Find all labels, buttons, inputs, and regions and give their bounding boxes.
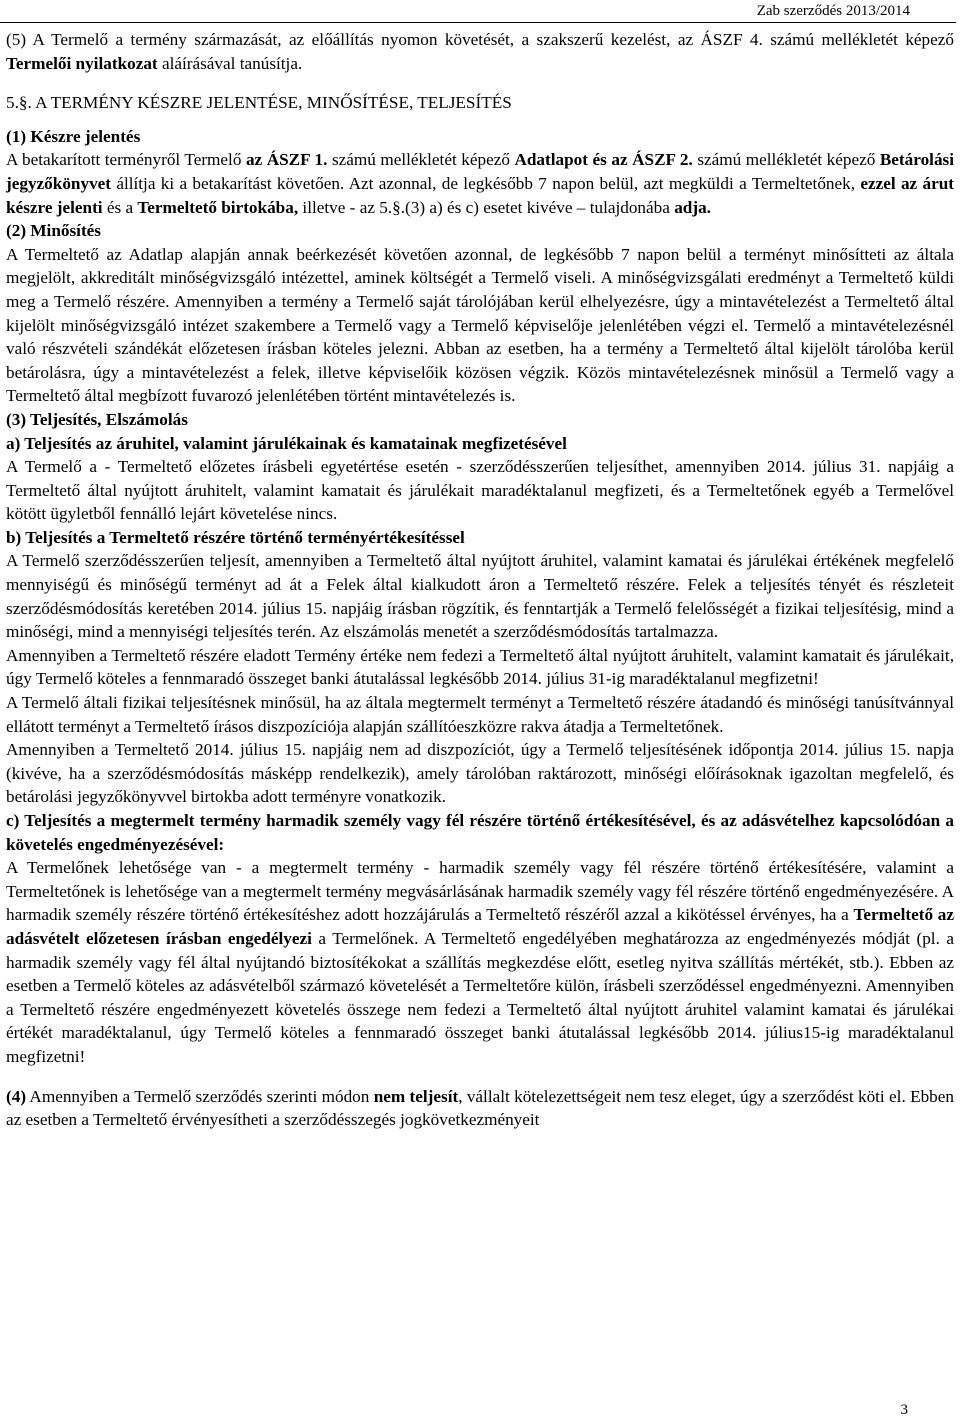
heading-qualification	[6, 219, 954, 243]
bold-text: Termelői nyilatkozat	[6, 53, 158, 73]
spacer	[6, 1069, 954, 1085]
bold-text: ezzel az árut készre jelenti	[6, 173, 954, 217]
paragraph-option-a: A Termelő a - Termeltető előzetes írásbeli egyetértése esetén - szerződésszerűen teljesíthet, amennyiben 2014. július 31. napjáig a Termeltető által nyújtott áruhitelt, valamint kamatait és járulékait maradéktalanul megfizeti, és a Termeltetőnek egyéb a Termelővel kötött ügyletből fennálló lejárt követelése nincs.	[6, 457, 954, 524]
text: a Termelőnek. A Termeltető engedélyében meghatározza az engedményezés módját (pl. a harmadik személy vagy fél által nyújtandó biztosítékokat a szállítás megkezdése előtt, esetleg nyitva szállítás mértékét, stb.). Ebben az esetben a Termelő köteles az adásvételből származó követelését a Termeltetőre külön, írásbeli szerződéssel engedményezni. Amennyiben a Termeltető részére engedményezett követelés összege nem fedezi a Termeltető által nyújtott áruhitel valamint kamatai és járulékai értékét maradéktalanul, úgy Termelő köteles a fennmaradó összeget banki átutalással legkésőbb 2014. július15-ig maradéktalanul megfizetni!	[6, 928, 955, 1066]
paragraph-5-declaration	[6, 28, 954, 75]
heading-text: (2) Minősítés	[6, 221, 101, 241]
page-number: 3	[900, 1402, 908, 1418]
text: illetve - az 5.§.(3) a) és c) esetet kivéve – tulajdonába	[298, 197, 675, 217]
paragraph-option-b-4: Amennyiben a Termeltető 2014. július 15. napjáig nem ad diszpozíciót, úgy a Termelő teljesítésének időpontja 2014. július 15. napja (kivéve, ha a szerződésmódosítás másképp rendelkezik), amely tárolóban raktározott, minőségi előírásoknak igazoltan megfelelő, és betárolási jegyzőkönyvvel birtokba adott terményre vonatkozik.	[6, 740, 954, 807]
bold-text: Betárolási jegyzőkönyvet	[6, 150, 954, 193]
paragraph-4-non-performance	[6, 1085, 954, 1132]
heading-option-a	[6, 432, 954, 456]
heading-text: a) Teljesítés az áruhitel, valamint járulékainak és kamatainak megfizetésével	[6, 433, 567, 453]
paragraph-ready-report	[6, 148, 954, 219]
paragraph-option-b-2: Amennyiben a Termeltető részére eladott Termény értéke nem fedezi a Termeltető által nyújtott áruhitelt, valamint kamatait és járulékait, úgy Termelő köteles a fennmaradó összeget banki átutalással legkésőbb 2014. július 31-ig maradéktalanul megfizetni!	[6, 645, 954, 689]
paragraph-option-b-3: A Termelő általi fizikai teljesítésnek minősül, ha az általa megtermelt terményt a Termeltető részére átadandó és minőségi tanúsítvánnyal ellátott terményt a Termeltető írásos diszpozíciója alapján szállítóeszközre rakva átadja a Termeltetőnek.	[6, 693, 954, 736]
heading-option-b	[6, 526, 954, 550]
bold-text: (4)	[6, 1086, 27, 1106]
text: és a	[102, 197, 138, 217]
text: Amennyiben a Termelő szerződés szerinti módon	[26, 1086, 374, 1106]
heading-ready-report	[6, 125, 954, 149]
heading-settlement	[6, 408, 954, 432]
paragraph-option-b-1: A Termelő szerződésszerűen teljesít, amennyiben a Termeltető által nyújtott áruhitel, valamint kamatai és járulékai értékének megfelelő mennyiségű és minőségű terményt ad át a Felek által kialkudott áron a Termeltető részére. Felek a teljesítés tényét és részleteit szerződésmódosítás keretében 2014. július 15. napjáig írásban rögzítik, és fenntartják a Termelő felelősségét a fizikai teljesítésig, mind a minőségi, mind a mennyiségi teljesítés terén. Az elszámolás menetét a szerződésmódosítás tartalmazza.	[6, 551, 954, 642]
spacer	[6, 115, 954, 125]
heading-text: c) Teljesítés a megtermelt termény harmadik személy vagy fél részére történő értékesítésével, és az adásvételhez kapcsolódóan a követelés engedményezésével:	[6, 811, 954, 854]
text: aláírásával tanúsítja.	[157, 53, 303, 73]
heading-text: (3) Teljesítés, Elszámolás	[6, 409, 188, 429]
text: A Termelőnek lehetősége van - a megtermelt termény - harmadik személy vagy fél részére történő értékesítésére, valamint a Termeltetőnek is lehetősége van a megtermelt termény megvásárlásának harmadik személy vagy fél részére történő engedményezésére. A harmadik személy részére történő értékesítéshez adott hozzájárulás a Termeltető részéről azzal a kikötéssel érvényes, ha a	[6, 858, 954, 925]
heading-text: b) Teljesítés a Termeltető részére történő terményértékesítéssel	[6, 527, 465, 547]
text: számú mellékletét képező	[327, 150, 515, 170]
heading-text: (1) Készre jelentés	[6, 126, 141, 146]
text: számú mellékletét képező	[692, 150, 880, 170]
paragraph-option-c	[6, 856, 954, 1068]
paragraph-qualification: A Termeltető az Adatlap alapján annak beérkezését követően azonnal, de legkésőbb 7 napon belül a terményt minősítteti az általa megjelölt, akkreditált minőségvizsgáló intézettel, aminek költségét a Termelő viseli. A minőségvizsgálati eredményt a Termeltető küldi meg a Termelő részére. Amennyiben a termény a Termelő saját tárolójában kerül elhelyezésre, úgy a mintavételezést a Termeltető által kijelölt minőségvizsgáló intézet szakembere a Termelő vagy a Termelő képviselője jelenlétében végzi el. Termelő a mintavételezésnél való részvételi szándékát előzetesen írásban köteles jelezni. Abban az esetben, ha a termény a Termeltető által kijelölt tárolóba kerül betárolásra, úgy a mintavételezést a felek, illetve képviselőik közösen végzik. Közös mintavételezésnek minősül a Termelő vagy a Termeltető által megbízott fuvarozó jelenlétében történt mintavételezés is.	[6, 244, 954, 406]
heading-option-c	[6, 809, 954, 856]
section-title: 5.§. A TERMÉNY KÉSZRE JELENTÉSE, MINŐSÍTÉSE, TELJESÍTÉS	[6, 93, 512, 113]
header-rule	[0, 22, 956, 23]
bold-text: Adatlapot és az ÁSZF 2.	[514, 150, 693, 170]
text: állítja ki a betakarítást követően. Azt azonnal, de legkésőbb 7 napon belül, azt megküldi a Termeltetőnek,	[111, 173, 861, 193]
bold-text: nem teljesít	[373, 1086, 459, 1106]
bold-text: Termeltető az adásvételt előzetesen írásban engedélyezi	[6, 905, 954, 948]
text: , vállalt kötelezettségeit nem tesz eleget, úgy a szerződést köti el. Ebben az esetben a Termeltető érvényesítheti a szerződésszegés jogkövetkezményeit	[6, 1086, 954, 1130]
bold-text: adja.	[674, 197, 711, 217]
page-header: Zab szerződés 2013/2014	[756, 3, 910, 19]
text: A betakarított terményről Termelő	[6, 150, 246, 170]
bold-text: az ÁSZF 1.	[245, 150, 328, 170]
text: (5) A Termelő a termény származását, az előállítás nyomon követését, a szakszerű kezelést, az ÁSZF 4. számú mellékletét képező	[6, 30, 954, 49]
bold-text: Termeltető birtokába,	[137, 197, 299, 217]
spacer	[6, 75, 954, 91]
document-body	[6, 28, 954, 1132]
